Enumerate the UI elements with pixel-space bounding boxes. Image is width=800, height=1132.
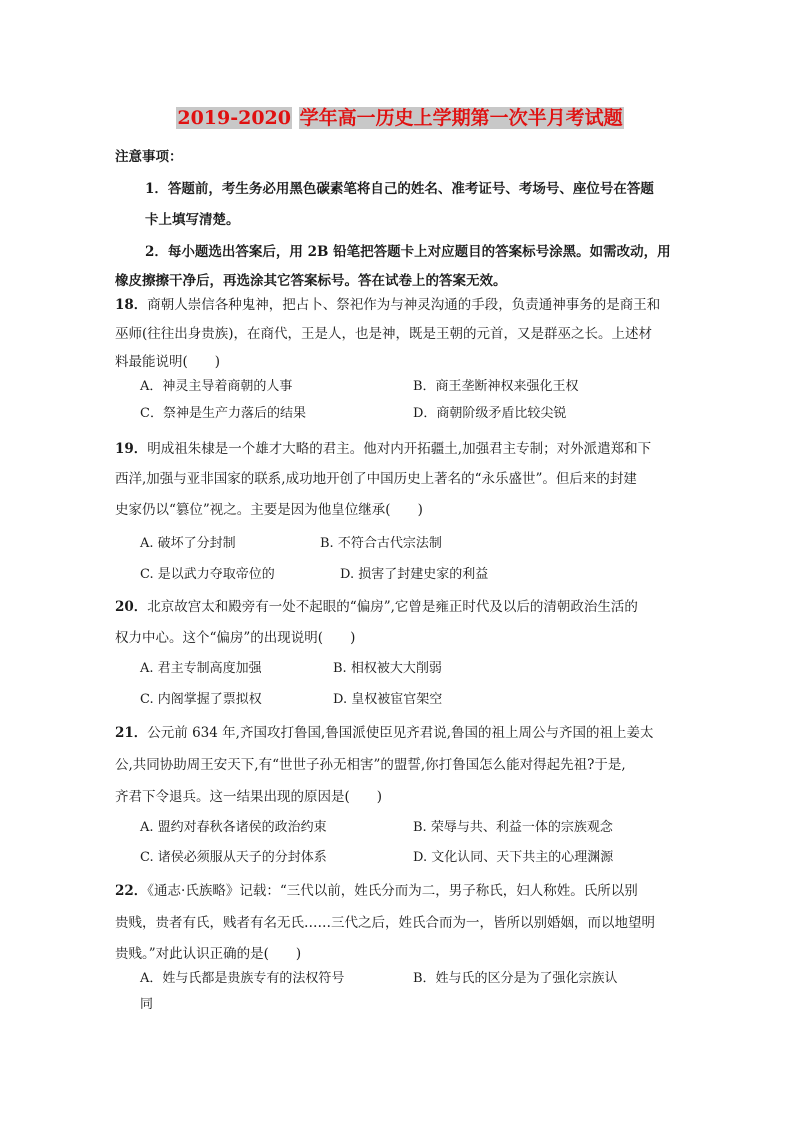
question-text: 明成祖朱棣是一个雄才大略的君主。他对内开拓疆土,加强君主专制；对外派遣郑和下: [147, 441, 652, 457]
question-21-option-b: B. 荣辱与共、利益一体的宗族观念: [413, 820, 613, 835]
question-22-option-b-continued: 同: [140, 997, 154, 1012]
question-21-line-3: 齐君下令退兵。这一结果出现的原因是( ): [115, 789, 383, 805]
question-18-line-1: [115, 296, 660, 314]
question-21-option-d: D. 文化认同、天下共主的心理渊源: [413, 850, 614, 865]
question-number: 19．: [115, 441, 148, 457]
question-22-line-2: 贵贱，贵者有氏，贱者有名无氏……三代之后，姓氏合而为一，皆所以别婚姻，而以地望明: [115, 915, 655, 931]
question-text: 北京故宫太和殿旁有一处不起眼的“偏房”,它曾是雍正时代及以后的清朝政治生活的: [147, 599, 638, 615]
question-18-option-a: A．神灵主导着商朝的人事: [140, 379, 293, 394]
question-18-line-3: 料最能说明( ): [115, 354, 221, 370]
question-20-line-1: [115, 598, 638, 616]
question-21-option-a: A. 盟约对春秋各诸侯的政治约束: [140, 820, 327, 835]
question-22-option-b: B．姓与氏的区分是为了强化宗族认: [413, 971, 618, 986]
question-18-option-d: D．商朝阶级矛盾比较尖锐: [413, 406, 567, 421]
exam-title: [0, 106, 800, 130]
notice-heading: 注意事项：: [115, 149, 183, 165]
question-number: 22．: [115, 883, 148, 899]
question-text: 《通志·氏族略》记载：“三代以前，姓氏分而为二，男子称氏，妇人称姓。氏所以别: [147, 883, 638, 899]
question-21-line-2: 公,共同协助周王安天下,有“世世子孙无相害”的盟誓,你打鲁国怎么能对得起先祖?于是,: [115, 757, 626, 773]
title-text: 学年高一历史上学期第一次半月考试题: [299, 107, 623, 129]
question-20-option-d: D. 皇权被宦官架空: [333, 692, 443, 707]
notice-item-1-line-2: 卡上填写清楚。: [145, 212, 240, 228]
question-number: 20．: [115, 599, 148, 615]
question-22-option-a: A．姓与氏都是贵族专有的法权符号: [140, 971, 345, 986]
question-19-option-c: C. 是以武力夺取帝位的: [140, 567, 275, 582]
notice-item-2-line-2: 橡皮擦擦干净后，再选涂其它答案标号。答在试卷上的答案无效。: [115, 273, 507, 289]
notice-item-2-line-1: 2．每小题选出答案后，用 2B 铅笔把答题卡上对应题目的答案标号涂黑。如需改动，用: [145, 244, 671, 260]
question-number: 21．: [115, 725, 148, 741]
question-19-line-2: 西洋,加强与亚非国家的联系,成功地开创了中国历史上著名的“永乐盛世”。但后来的封建: [115, 471, 637, 487]
question-19-option-b: B. 不符合古代宗法制: [320, 536, 442, 551]
question-21-option-c: C. 诸侯必须服从天子的分封体系: [140, 850, 327, 865]
question-22-line-1: [115, 882, 638, 900]
question-text: 公元前 634 年,齐国攻打鲁国,鲁国派使臣见齐君说,鲁国的祖上周公与齐国的祖上姜太: [147, 725, 654, 741]
question-19-option-d: D. 损害了封建史家的利益: [340, 567, 489, 582]
question-18-option-b: B．商王垄断神权来强化王权: [413, 379, 579, 394]
question-20-option-c: C. 内阁掌握了票拟权: [140, 692, 262, 707]
question-20-line-2: 权力中心。这个“偏房”的出现说明( ): [115, 630, 356, 646]
notice-item-1-line-1: 1．答题前，考生务必用黑色碳素笔将自己的姓名、准考证号、考场号、座位号在答题: [145, 181, 654, 197]
question-19-line-3: 史家仍以“篡位”视之。主要是因为他皇位继承( ): [115, 502, 423, 518]
question-number: 18．: [115, 297, 148, 313]
question-20-option-a: A. 君主专制高度加强: [140, 661, 262, 676]
question-19-option-a: A. 破坏了分封制: [140, 536, 236, 551]
question-18-option-c: C．祭神是生产力落后的结果: [140, 406, 306, 421]
title-year: 2019-2020: [177, 107, 291, 129]
question-text: 商朝人崇信各种鬼神，把占卜、祭祀作为与神灵沟通的手段，负责通神事务的是商王和: [147, 297, 661, 313]
question-18-line-2: 巫师(往往出身贵族)，在商代，王是人，也是神，既是王朝的元首，又是群巫之长。上述材: [115, 326, 653, 342]
question-22-line-3: 贵贱。”对此认识正确的是( ): [115, 946, 302, 962]
question-20-option-b: B. 相权被大大削弱: [333, 661, 442, 676]
question-19-line-1: [115, 440, 651, 458]
question-21-line-1: [115, 724, 654, 742]
